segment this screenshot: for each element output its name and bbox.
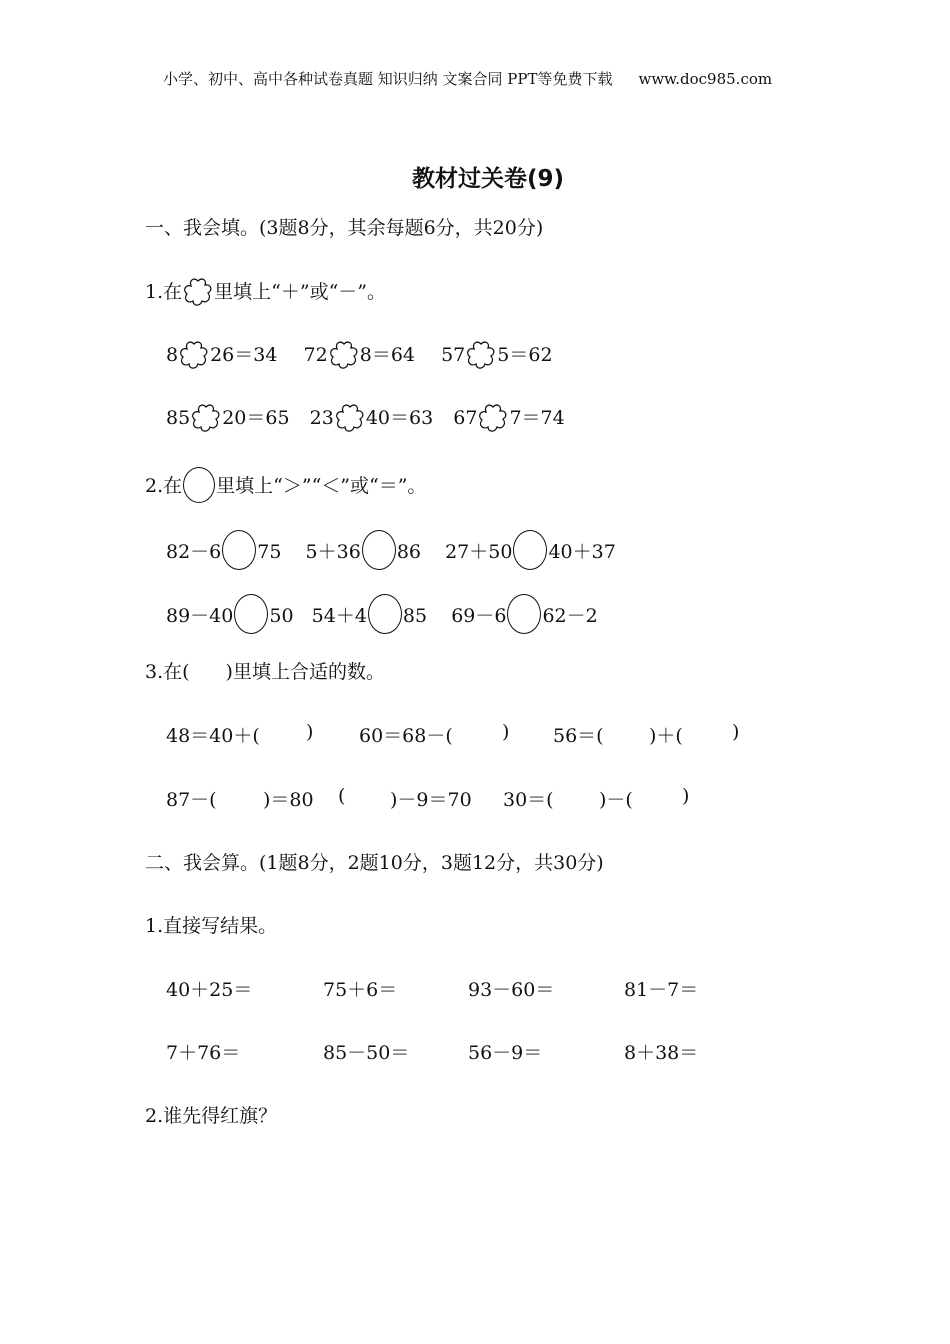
q3-r2-seg7[interactable]: ): [682, 785, 690, 807]
q1-prefix: 1.在: [145, 281, 183, 303]
circle-blank[interactable]: [507, 594, 541, 634]
calc-item: 75＋6＝: [323, 979, 398, 1001]
q3-r2-seg2[interactable]: )＝80: [263, 789, 314, 811]
flower-blank-icon[interactable]: [191, 403, 221, 433]
q1-r2-item2-a: 23: [309, 407, 334, 429]
header-url: www.doc985.com: [638, 70, 773, 88]
q1-instruction: [145, 277, 386, 307]
q1-r1-item1-a: 8: [166, 344, 179, 366]
q2-r2-item1-b: 50: [269, 605, 294, 627]
flower-blank-icon[interactable]: [478, 403, 508, 433]
q2-row-1: [166, 530, 616, 570]
q1-suffix: 里填上“＋”或“－”。: [214, 281, 386, 303]
q1-r1-item2-a: 72: [303, 344, 328, 366]
q1-r2-item3-b: 7＝74: [509, 407, 565, 429]
q3-r1-seg1: 48＝40＋(: [166, 725, 260, 747]
q1-row-1: [166, 340, 553, 370]
q3-row-2: [166, 785, 786, 813]
circle-blank[interactable]: [234, 594, 268, 634]
q2-r1-item3-a: 27＋50: [445, 541, 513, 563]
page-header: [163, 68, 772, 89]
flower-blank-icon[interactable]: [329, 340, 359, 370]
calc-item: 40＋25＝: [166, 979, 253, 1001]
q3-suffix: )里填上合适的数。: [225, 661, 385, 683]
section2-heading: 二、我会算。(1题8分，2题10分，3题12分，共30分): [145, 852, 604, 874]
calc-item: 93－60＝: [468, 979, 555, 1001]
s2-q1-row-2: [166, 1038, 766, 1066]
q3-r2-seg4: )－9＝70: [390, 789, 472, 811]
q3-r2-seg3[interactable]: (: [338, 785, 346, 807]
page-title: 教材过关卷(9): [411, 166, 565, 192]
q2-r2-item2-a: 54＋4: [311, 605, 367, 627]
q2-r2-item1-a: 89－40: [166, 605, 234, 627]
section1-heading: 一、我会填。(3题8分，其余每题6分，共20分): [145, 217, 544, 239]
flower-blank-icon[interactable]: [179, 340, 209, 370]
q2-row-2: [166, 594, 598, 634]
flower-blank-icon[interactable]: [335, 403, 365, 433]
q2-r1-item1-a: 82－6: [166, 541, 222, 563]
circle-blank[interactable]: [513, 530, 547, 570]
flower-icon: [183, 277, 213, 307]
q3-r1-seg6[interactable]: )＋(: [649, 725, 683, 747]
q1-r1-item3-a: 57: [441, 344, 466, 366]
q2-r2-item3-b: 62－2: [542, 605, 598, 627]
s2-q2-label: 2.谁先得红旗？: [145, 1105, 278, 1127]
q1-r1-item3-b: 5＝62: [497, 344, 553, 366]
q1-r2-item1-b: 20＝65: [222, 407, 290, 429]
q3-r1-seg7[interactable]: ): [732, 721, 740, 743]
q2-instruction: [145, 467, 426, 503]
q3-r1-seg4[interactable]: ): [502, 721, 510, 743]
q1-r1-item1-b: 26＝34: [210, 344, 278, 366]
q3-instruction: [145, 657, 385, 684]
q2-r2-item3-a: 69－6: [451, 605, 507, 627]
q2-r1-item2-a: 5＋36: [305, 541, 361, 563]
q1-r2-item3-a: 67: [453, 407, 478, 429]
circle-blank[interactable]: [222, 530, 256, 570]
q2-r1-item2-b: 86: [396, 541, 421, 563]
s2-q1-row-1: [166, 975, 766, 1003]
q2-r1-item1-b: 75: [257, 541, 282, 563]
q2-prefix: 2.在: [145, 475, 183, 497]
q2-r1-item3-b: 40＋37: [548, 541, 616, 563]
circle-blank[interactable]: [362, 530, 396, 570]
q3-r2-seg1: 87－(: [166, 789, 217, 811]
q3-r1-seg2[interactable]: ): [306, 721, 314, 743]
q3-prefix: 3.在(: [145, 661, 190, 683]
q3-r2-seg6[interactable]: )－(: [599, 789, 633, 811]
s2-q1-label: 1.直接写结果。: [145, 915, 278, 937]
q1-r1-item2-b: 8＝64: [359, 344, 415, 366]
q2-suffix: 里填上“＞”“＜”或“＝”。: [216, 475, 427, 497]
calc-item: 7＋76＝: [166, 1042, 241, 1064]
q1-r2-item1-a: 85: [166, 407, 191, 429]
header-text: 小学、初中、高中各种试卷真题 知识归纳 文案合同 PPT等免费下载: [163, 70, 613, 88]
q3-r1-seg5: 56＝(: [553, 725, 604, 747]
calc-item: 56－9＝: [468, 1042, 543, 1064]
q2-r2-item2-b: 85: [402, 605, 428, 627]
q3-r2-seg5: 30＝(: [503, 789, 554, 811]
calc-item: 85－50＝: [323, 1042, 410, 1064]
calc-item: 81－7＝: [624, 979, 699, 1001]
q3-r1-seg3: 60＝68－(: [359, 725, 453, 747]
q3-row-1: [166, 721, 786, 749]
circle-blank[interactable]: [368, 594, 402, 634]
circle-icon: [183, 467, 215, 503]
flower-blank-icon[interactable]: [466, 340, 496, 370]
q1-r2-item2-b: 40＝63: [365, 407, 434, 429]
q1-row-2: [166, 403, 565, 433]
calc-item: 8＋38＝: [624, 1042, 699, 1064]
